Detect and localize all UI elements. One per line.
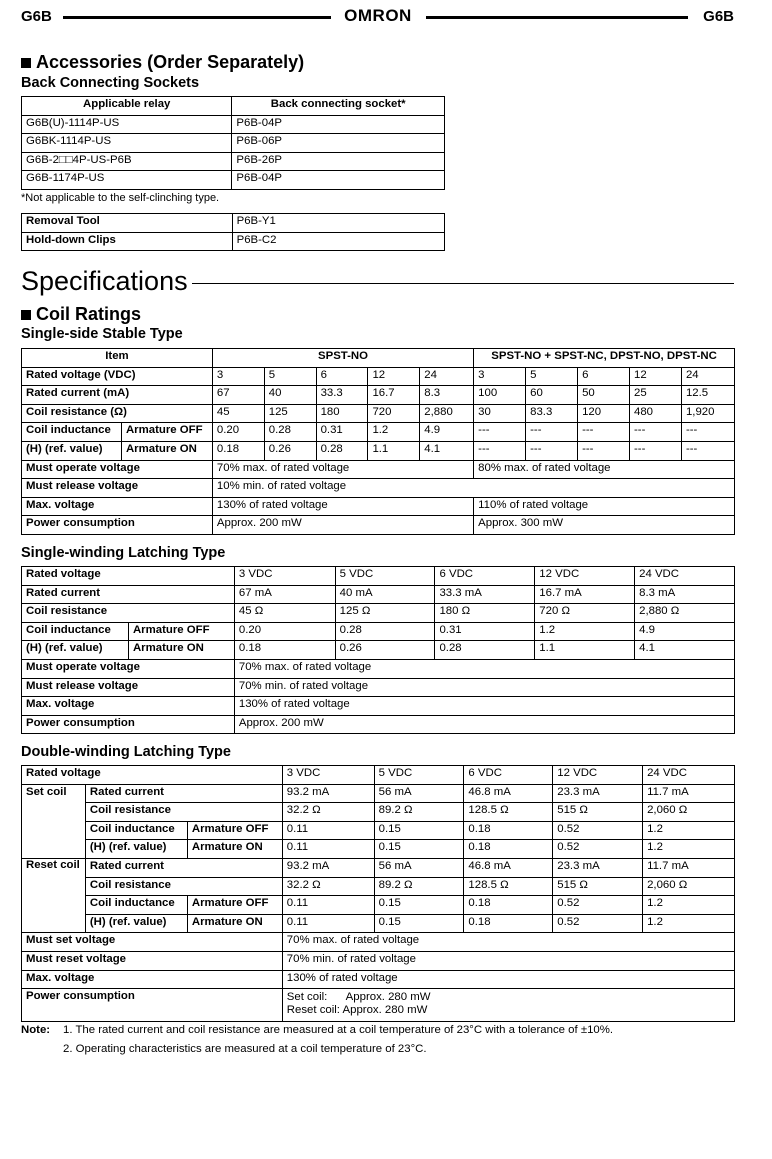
value-cell: 11.7 mA — [643, 858, 735, 877]
sockets-footnote: *Not applicable to the self-clinching type. — [21, 192, 220, 204]
value-cell: 0.15 — [374, 914, 464, 933]
row-label: Coil inductance — [85, 821, 187, 840]
table-row — [22, 404, 735, 423]
value-cell: 93.2 mA — [282, 784, 374, 803]
value-cell: 0.28 — [435, 641, 535, 660]
table-row — [22, 232, 445, 251]
value-cell: 0.28 — [316, 441, 368, 460]
row-sublabel: Armature OFF — [128, 622, 234, 641]
row-sublabel: Armature OFF — [187, 896, 282, 915]
value-cell: 24 VDC — [635, 567, 735, 586]
value-cell: 0.18 — [212, 441, 264, 460]
table-row — [22, 803, 735, 822]
value-cell: 6 — [316, 367, 368, 386]
row-sublabel: Armature ON — [187, 914, 282, 933]
row-label: Coil inductance — [22, 622, 129, 641]
row-label: Rated voltage — [22, 766, 283, 785]
table-row — [22, 784, 735, 803]
row-label: Coil resistance — [85, 877, 282, 896]
value-cell: 89.2 Ω — [374, 877, 464, 896]
value-cell: 8.3 mA — [635, 585, 735, 604]
socket-cell: P6B-26P — [232, 152, 445, 171]
value-cell: 3 — [212, 367, 264, 386]
row-label: Must release voltage — [22, 479, 213, 498]
value-cell: 0.31 — [435, 622, 535, 641]
col-header-socket: Back connecting socket* — [232, 97, 445, 116]
row-label: Coil resistance — [85, 803, 282, 822]
table-row — [22, 423, 735, 442]
value-cell: --- — [526, 423, 578, 442]
value-cell: 1.2 — [643, 896, 735, 915]
value-cell: --- — [578, 441, 630, 460]
row-sublabel: Armature ON — [128, 641, 234, 660]
value-cell: 0.11 — [282, 821, 374, 840]
row-label: Coil inductance — [85, 896, 187, 915]
value-cell: 5 — [264, 367, 316, 386]
tool-value: P6B-Y1 — [232, 214, 444, 233]
value-cell: --- — [681, 441, 734, 460]
value-cell: 23.3 mA — [553, 784, 643, 803]
table-row — [22, 479, 735, 498]
value-cell: --- — [578, 423, 630, 442]
table-row — [22, 840, 735, 859]
value-cell: 1.1 — [368, 441, 420, 460]
value-cell: 125 Ω — [335, 604, 435, 623]
row-label: Must operate voltage — [22, 460, 213, 479]
row-label: (H) (ref. value) — [22, 441, 122, 460]
row-label: Power consumption — [22, 516, 213, 535]
table-row — [22, 604, 735, 623]
table-row — [22, 171, 445, 190]
value-cell: 12 — [630, 367, 682, 386]
value-cell: 12 VDC — [535, 567, 635, 586]
table-row — [22, 896, 735, 915]
reset-coil-label: Reset coil — [22, 858, 86, 932]
row-label: Rated current — [22, 585, 235, 604]
table-row — [22, 516, 735, 535]
note-1: 1. The rated current and coil resistance are measured at a coil temperature of 23°C with a tolerance of ±10%. — [63, 1024, 614, 1036]
value-cell: 70% max. of rated voltage — [282, 933, 734, 952]
value-cell: 12 — [368, 367, 420, 386]
value-cell: 80% max. of rated voltage — [474, 460, 735, 479]
row-label: (H) (ref. value) — [85, 914, 187, 933]
value-cell: 16.7 — [368, 386, 420, 405]
header-right-model: G6B — [703, 8, 734, 25]
value-cell: 16.7 mA — [535, 585, 635, 604]
table-row — [22, 858, 735, 877]
value-cell: --- — [681, 423, 734, 442]
relay-cell: G6B-1174P-US — [22, 171, 232, 190]
value-cell: 4.1 — [420, 441, 474, 460]
value-cell: 1.2 — [643, 914, 735, 933]
value-cell: --- — [526, 441, 578, 460]
value-cell: 70% min. of rated voltage — [234, 678, 734, 697]
value-cell: 24 VDC — [643, 766, 735, 785]
coil-ratings-heading — [21, 304, 141, 325]
value-cell: 32.2 Ω — [282, 803, 374, 822]
value-cell: 70% max. of rated voltage — [212, 460, 473, 479]
value-cell: 0.26 — [335, 641, 435, 660]
value-cell: 70% min. of rated voltage — [282, 951, 734, 970]
set-coil-label: Set coil — [22, 784, 86, 858]
omron-logo: OMRON — [344, 6, 412, 25]
value-cell: 515 Ω — [553, 803, 643, 822]
col-header-spst-no: SPST-NO — [212, 349, 473, 368]
table-row — [22, 115, 445, 134]
row-label: Must reset voltage — [22, 951, 283, 970]
value-cell: 46.8 mA — [464, 784, 553, 803]
value-cell: 0.31 — [316, 423, 368, 442]
value-cell: 110% of rated voltage — [474, 497, 735, 516]
bullet-square-icon — [21, 310, 31, 320]
coil-ratings-title: Coil Ratings — [36, 304, 142, 324]
value-cell: 8.3 — [420, 386, 474, 405]
value-cell: 1.2 — [535, 622, 635, 641]
table-row — [22, 460, 735, 479]
value-cell: 3 VDC — [234, 567, 335, 586]
table-row — [22, 567, 735, 586]
value-cell: 720 Ω — [535, 604, 635, 623]
value-cell: 4.9 — [635, 622, 735, 641]
table-row — [22, 914, 735, 933]
value-cell: 720 — [368, 404, 420, 423]
value-cell: 1.1 — [535, 641, 635, 660]
value-cell: 11.7 mA — [643, 784, 735, 803]
row-sublabel: Armature OFF — [187, 821, 282, 840]
row-label: Power consumption — [22, 989, 283, 1022]
value-cell: 32.2 Ω — [282, 877, 374, 896]
value-cell: 83.3 — [526, 404, 578, 423]
value-cell: 0.28 — [335, 622, 435, 641]
table-row — [22, 659, 735, 678]
row-label: Must release voltage — [22, 678, 235, 697]
value-cell: 0.15 — [374, 821, 464, 840]
table-row — [22, 933, 735, 952]
value-cell: 0.11 — [282, 914, 374, 933]
relay-cell: G6B-2□□4P-US-P6B — [22, 152, 232, 171]
value-cell: 60 — [526, 386, 578, 405]
tool-name: Hold-down Clips — [22, 232, 233, 251]
value-cell: 100 — [474, 386, 526, 405]
value-cell: 93.2 mA — [282, 858, 374, 877]
value-cell: 12 VDC — [553, 766, 643, 785]
table-row — [22, 214, 445, 233]
table-row — [22, 970, 735, 989]
row-label: Rated voltage — [22, 567, 235, 586]
table-row — [22, 152, 445, 171]
header-rule-right — [426, 16, 688, 19]
row-label: Coil resistance (Ω) — [22, 404, 213, 423]
single-latch-table — [21, 566, 735, 734]
row-label: (H) (ref. value) — [85, 840, 187, 859]
tool-value: P6B-C2 — [232, 232, 444, 251]
row-label: Must operate voltage — [22, 659, 235, 678]
value-cell: 0.52 — [553, 914, 643, 933]
relay-cell: G6BK-1114P-US — [22, 134, 232, 153]
table-header-row — [22, 97, 445, 116]
row-label: Must set voltage — [22, 933, 283, 952]
value-cell — [282, 989, 734, 1022]
value-cell: 3 — [474, 367, 526, 386]
value-cell: 56 mA — [374, 858, 464, 877]
value-cell: 70% max. of rated voltage — [234, 659, 734, 678]
value-cell: 128.5 Ω — [464, 877, 553, 896]
value-cell: 0.15 — [374, 896, 464, 915]
value-cell: 10% min. of rated voltage — [212, 479, 734, 498]
accessories-heading — [21, 52, 304, 73]
value-cell: 50 — [578, 386, 630, 405]
value-cell: 67 mA — [234, 585, 335, 604]
single-stable-table — [21, 348, 735, 535]
value-cell: 0.20 — [212, 423, 264, 442]
row-label: Max. voltage — [22, 697, 235, 716]
value-cell: Approx. 200 mW — [212, 516, 473, 535]
note-label: Note: — [21, 1024, 51, 1036]
table-row — [22, 697, 735, 716]
header-left-model: G6B — [21, 8, 52, 25]
value-cell: 5 VDC — [335, 567, 435, 586]
row-label: Max. voltage — [22, 970, 283, 989]
value-cell: 0.11 — [282, 896, 374, 915]
value-cell: 33.3 — [316, 386, 368, 405]
value-cell: --- — [474, 441, 526, 460]
row-label: Rated current — [85, 784, 282, 803]
value-cell: 0.52 — [553, 896, 643, 915]
row-sublabel: Armature ON — [121, 441, 212, 460]
value-cell: 3 VDC — [282, 766, 374, 785]
power-reset-text: Reset coil: Approx. 280 mW — [286, 1004, 428, 1017]
value-cell: 2,880 Ω — [635, 604, 735, 623]
value-cell: 1.2 — [643, 821, 735, 840]
value-cell: --- — [474, 423, 526, 442]
value-cell: 12.5 — [681, 386, 734, 405]
value-cell: 33.3 mA — [435, 585, 535, 604]
value-cell: 130% of rated voltage — [234, 697, 734, 716]
socket-cell: P6B-06P — [232, 134, 445, 153]
value-cell: 125 — [264, 404, 316, 423]
table-row — [22, 386, 735, 405]
power-set-text: Set coil: Approx. 280 mW — [286, 991, 431, 1004]
table-row — [22, 134, 445, 153]
table-row — [22, 766, 735, 785]
value-cell: 180 — [316, 404, 368, 423]
value-cell: 0.18 — [234, 641, 335, 660]
value-cell: 4.1 — [635, 641, 735, 660]
table-row — [22, 877, 735, 896]
header-rule-left — [63, 16, 331, 19]
value-cell: 0.18 — [464, 896, 553, 915]
value-cell: 0.52 — [553, 821, 643, 840]
table-row — [22, 441, 735, 460]
value-cell: 23.3 mA — [553, 858, 643, 877]
value-cell: 56 mA — [374, 784, 464, 803]
row-sublabel: Armature OFF — [121, 423, 212, 442]
relay-cell: G6B(U)-1114P-US — [22, 115, 232, 134]
col-header-relay: Applicable relay — [22, 97, 232, 116]
value-cell: 2,060 Ω — [643, 877, 735, 896]
table-row — [22, 641, 735, 660]
value-cell: 40 — [264, 386, 316, 405]
value-cell: --- — [630, 423, 682, 442]
value-cell: 6 VDC — [464, 766, 553, 785]
tools-table — [21, 213, 445, 251]
value-cell: 5 — [526, 367, 578, 386]
tool-name: Removal Tool — [22, 214, 233, 233]
socket-cell: P6B-04P — [232, 171, 445, 190]
sockets-subtitle: Back Connecting Sockets — [21, 75, 200, 91]
row-label: (H) (ref. value) — [22, 641, 129, 660]
double-latch-table — [21, 765, 735, 1022]
double-latch-title: Double-winding Latching Type — [21, 744, 231, 760]
col-header-dpst: SPST-NO + SPST-NC, DPST-NO, DPST-NC — [474, 349, 735, 368]
table-row — [22, 678, 735, 697]
value-cell: 25 — [630, 386, 682, 405]
value-cell: 0.11 — [282, 840, 374, 859]
table-row — [22, 951, 735, 970]
table-row — [22, 821, 735, 840]
value-cell: 40 mA — [335, 585, 435, 604]
row-label: Rated voltage (VDC) — [22, 367, 213, 386]
value-cell: 0.26 — [264, 441, 316, 460]
accessories-title: Accessories (Order Separately) — [36, 52, 305, 72]
table-row — [22, 497, 735, 516]
table-row — [22, 367, 735, 386]
value-cell: Approx. 300 mW — [474, 516, 735, 535]
bullet-square-icon — [21, 58, 31, 68]
value-cell: Approx. 200 mW — [234, 715, 734, 734]
table-row — [22, 715, 735, 734]
value-cell: 515 Ω — [553, 877, 643, 896]
row-label: Coil inductance — [22, 423, 122, 442]
value-cell: 0.18 — [464, 840, 553, 859]
value-cell: 1.2 — [368, 423, 420, 442]
sockets-table — [21, 96, 445, 190]
value-cell: 6 — [578, 367, 630, 386]
row-label: Power consumption — [22, 715, 235, 734]
table-row — [22, 622, 735, 641]
row-label: Rated current — [85, 858, 282, 877]
row-label: Coil resistance — [22, 604, 235, 623]
value-cell: 180 Ω — [435, 604, 535, 623]
value-cell: 45 — [212, 404, 264, 423]
value-cell: 128.5 Ω — [464, 803, 553, 822]
value-cell: 30 — [474, 404, 526, 423]
value-cell: 0.18 — [464, 914, 553, 933]
value-cell: 0.15 — [374, 840, 464, 859]
page-header — [21, 6, 734, 28]
col-header-item: Item — [22, 349, 213, 368]
row-sublabel: Armature ON — [187, 840, 282, 859]
single-stable-title: Single-side Stable Type — [21, 326, 183, 342]
value-cell: 45 Ω — [234, 604, 335, 623]
value-cell: 0.28 — [264, 423, 316, 442]
value-cell: 1.2 — [643, 840, 735, 859]
value-cell: 4.9 — [420, 423, 474, 442]
value-cell: 0.20 — [234, 622, 335, 641]
value-cell: 2,060 Ω — [643, 803, 735, 822]
table-row — [22, 989, 735, 1022]
single-latch-title: Single-winding Latching Type — [21, 545, 226, 561]
value-cell: 24 — [681, 367, 734, 386]
note-2: 2. Operating characteristics are measured at a coil temperature of 23°C. — [63, 1043, 427, 1055]
table-row — [22, 585, 735, 604]
value-cell: 89.2 Ω — [374, 803, 464, 822]
socket-cell: P6B-04P — [232, 115, 445, 134]
value-cell: 2,880 — [420, 404, 474, 423]
value-cell: 0.52 — [553, 840, 643, 859]
row-label: Rated current (mA) — [22, 386, 213, 405]
specifications-rule — [192, 283, 734, 284]
value-cell: 24 — [420, 367, 474, 386]
value-cell: 5 VDC — [374, 766, 464, 785]
value-cell: 6 VDC — [435, 567, 535, 586]
value-cell: 480 — [630, 404, 682, 423]
table-header-row — [22, 349, 735, 368]
row-label: Max. voltage — [22, 497, 213, 516]
value-cell: 46.8 mA — [464, 858, 553, 877]
value-cell: --- — [630, 441, 682, 460]
specifications-title: Specifications — [21, 266, 188, 296]
value-cell: 0.18 — [464, 821, 553, 840]
value-cell: 120 — [578, 404, 630, 423]
value-cell: 130% of rated voltage — [282, 970, 734, 989]
value-cell: 67 — [212, 386, 264, 405]
value-cell: 130% of rated voltage — [212, 497, 473, 516]
value-cell: 1,920 — [681, 404, 734, 423]
